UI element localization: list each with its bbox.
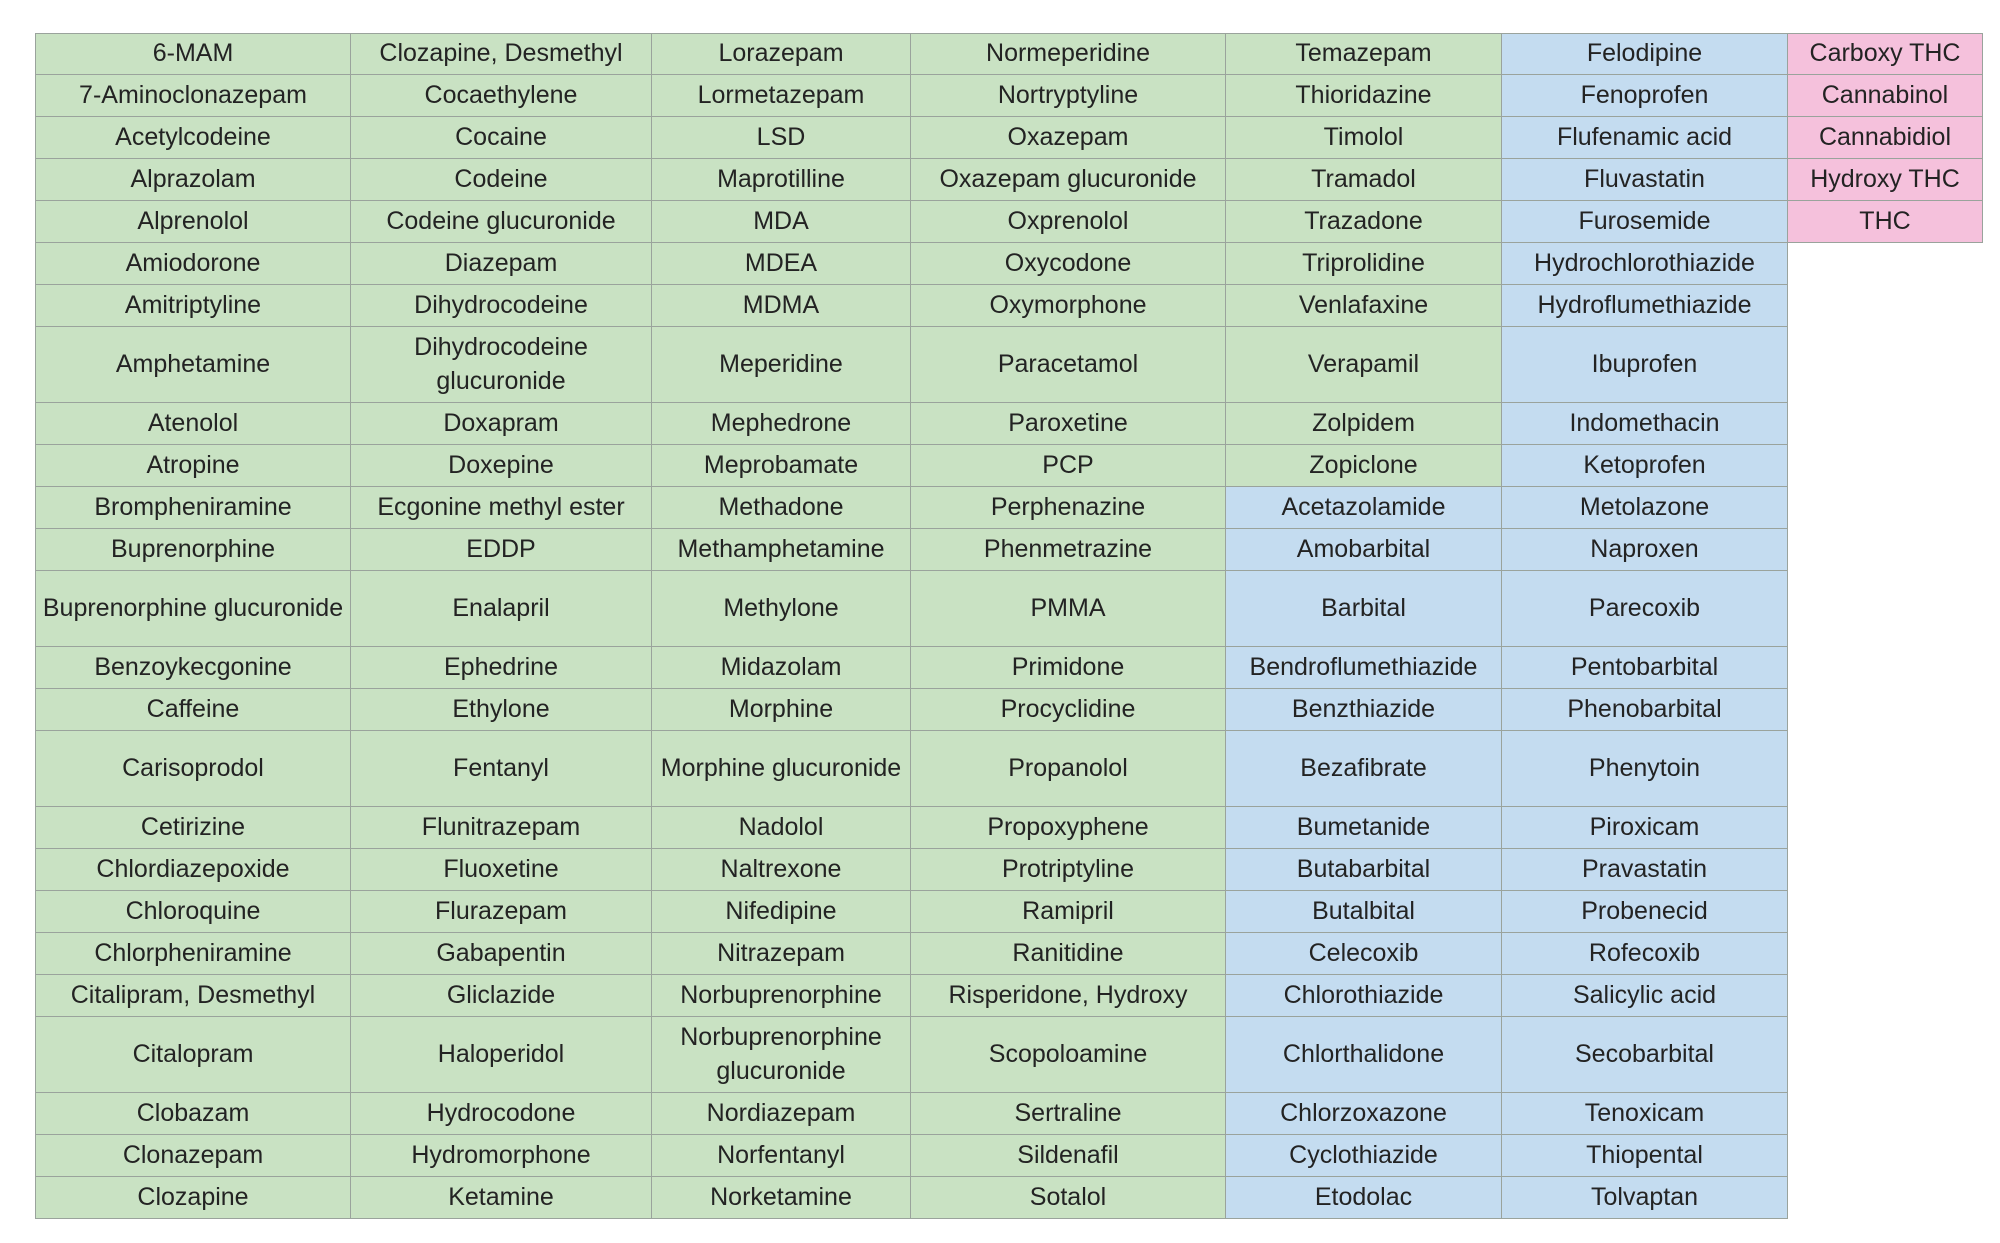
table-cell: Pravastatin <box>1501 848 1788 891</box>
table-cell: PCP <box>910 444 1226 487</box>
table-cell: Triprolidine <box>1225 242 1502 285</box>
table-cell: Phenobarbital <box>1501 688 1788 731</box>
table-cell: Amiodorone <box>35 242 351 285</box>
table-cell: Tramadol <box>1225 158 1502 201</box>
table-cell: Bezafibrate <box>1225 730 1502 807</box>
table-cell: Thioridazine <box>1225 74 1502 117</box>
table-cell: Carisoprodol <box>35 730 351 807</box>
table-cell: Risperidone, Hydroxy <box>910 974 1226 1017</box>
table-cell: Celecoxib <box>1225 932 1502 975</box>
table-cell: Lorazepam <box>651 33 911 75</box>
table-cell: Cannabidiol <box>1787 116 1983 159</box>
table-cell: Felodipine <box>1501 33 1788 75</box>
table-cell: Buprenorphine <box>35 528 351 571</box>
table-cell: Carboxy THC <box>1787 33 1983 75</box>
table-cell: Amobarbital <box>1225 528 1502 571</box>
table-cell: Doxapram <box>350 402 652 445</box>
table-cell: Hydroxy THC <box>1787 158 1983 201</box>
table-cell: Paroxetine <box>910 402 1226 445</box>
table-cell: Probenecid <box>1501 890 1788 933</box>
table-cell: Oxazepam <box>910 116 1226 159</box>
table-cell: Haloperidol <box>350 1016 652 1093</box>
table-cell: Mephedrone <box>651 402 911 445</box>
table-cell: Scopoloamine <box>910 1016 1226 1093</box>
table-cell: Fentanyl <box>350 730 652 807</box>
table-cell: Cocaethylene <box>350 74 652 117</box>
table-cell: Codeine <box>350 158 652 201</box>
table-cell: Protriptyline <box>910 848 1226 891</box>
table-cell: Norbuprenorphine <box>651 974 911 1017</box>
table-cell: Ramipril <box>910 890 1226 933</box>
table-cell: Morphine <box>651 688 911 731</box>
table-cell: Clonazepam <box>35 1134 351 1177</box>
table-cell: Hydroflumethiazide <box>1501 284 1788 327</box>
table-cell: Ketamine <box>350 1176 652 1219</box>
table-cell: Cyclothiazide <box>1225 1134 1502 1177</box>
table-cell: Primidone <box>910 646 1226 689</box>
table-cell: Benzoykecgonine <box>35 646 351 689</box>
table-cell: Cocaine <box>350 116 652 159</box>
table-cell: Oxymorphone <box>910 284 1226 327</box>
table-cell: Cetirizine <box>35 806 351 849</box>
table-cell: Alprazolam <box>35 158 351 201</box>
table-cell: Oxprenolol <box>910 200 1226 243</box>
table-cell: Hydrocodone <box>350 1092 652 1135</box>
table-cell: Nitrazepam <box>651 932 911 975</box>
table-cell: Methylone <box>651 570 911 647</box>
table-cell: Ketoprofen <box>1501 444 1788 487</box>
table-cell: Chlorothiazide <box>1225 974 1502 1017</box>
table-cell: Chlordiazepoxide <box>35 848 351 891</box>
table-cell: Nifedipine <box>651 890 911 933</box>
table-cell: Rofecoxib <box>1501 932 1788 975</box>
table-cell: Indomethacin <box>1501 402 1788 445</box>
table-cell: Timolol <box>1225 116 1502 159</box>
table-cell: Hydromorphone <box>350 1134 652 1177</box>
table-cell: Amitriptyline <box>35 284 351 327</box>
table-cell: Zopiclone <box>1225 444 1502 487</box>
table-cell: Phenmetrazine <box>910 528 1226 571</box>
table-cell: Dihydrocodeine <box>350 284 652 327</box>
table-cell: Methadone <box>651 486 911 529</box>
table-cell: Benzthiazide <box>1225 688 1502 731</box>
table-cell: Metolazone <box>1501 486 1788 529</box>
table-cell: Ranitidine <box>910 932 1226 975</box>
table-cell: Alprenolol <box>35 200 351 243</box>
table-cell: Nadolol <box>651 806 911 849</box>
table-cell: Sotalol <box>910 1176 1226 1219</box>
table-cell: Zolpidem <box>1225 402 1502 445</box>
table-cell: Clobazam <box>35 1092 351 1135</box>
table-cell: MDMA <box>651 284 911 327</box>
table-cell: MDA <box>651 200 911 243</box>
table-cell: Nortryptyline <box>910 74 1226 117</box>
table-cell: Butabarbital <box>1225 848 1502 891</box>
table-cell: Sertraline <box>910 1092 1226 1135</box>
table-cell: Trazadone <box>1225 200 1502 243</box>
table-cell: Butalbital <box>1225 890 1502 933</box>
table-cell: LSD <box>651 116 911 159</box>
table-cell: Caffeine <box>35 688 351 731</box>
table-cell: Meprobamate <box>651 444 911 487</box>
table-cell: Norketamine <box>651 1176 911 1219</box>
table-cell: Ibuprofen <box>1501 326 1788 403</box>
table-cell: Naltrexone <box>651 848 911 891</box>
table-cell: Gliclazide <box>350 974 652 1017</box>
table-cell: Pentobarbital <box>1501 646 1788 689</box>
table-cell: 6-MAM <box>35 33 351 75</box>
table-cell: Paracetamol <box>910 326 1226 403</box>
table-cell: Thiopental <box>1501 1134 1788 1177</box>
table-cell: Flunitrazepam <box>350 806 652 849</box>
table-cell: PMMA <box>910 570 1226 647</box>
table-cell: Atropine <box>35 444 351 487</box>
table-cell: Hydrochlorothiazide <box>1501 242 1788 285</box>
table-cell: Parecoxib <box>1501 570 1788 647</box>
table-cell: Etodolac <box>1225 1176 1502 1219</box>
table-cell: Salicylic acid <box>1501 974 1788 1017</box>
table-cell: Ecgonine methyl ester <box>350 486 652 529</box>
table-cell: Oxazepam glucuronide <box>910 158 1226 201</box>
table-cell: 7-Aminoclonazepam <box>35 74 351 117</box>
table-cell: Cannabinol <box>1787 74 1983 117</box>
table-cell: Norbuprenorphine glucuronide <box>651 1016 911 1093</box>
table-cell: Flufenamic acid <box>1501 116 1788 159</box>
table-cell: Doxepine <box>350 444 652 487</box>
table-cell: Tenoxicam <box>1501 1092 1788 1135</box>
table-cell: Chloroquine <box>35 890 351 933</box>
table-cell: Meperidine <box>651 326 911 403</box>
table-cell: Phenytoin <box>1501 730 1788 807</box>
table-cell: Methamphetamine <box>651 528 911 571</box>
table-cell: Buprenorphine glucuronide <box>35 570 351 647</box>
table-cell: Furosemide <box>1501 200 1788 243</box>
table-cell: Acetazolamide <box>1225 486 1502 529</box>
table-cell: Morphine glucuronide <box>651 730 911 807</box>
table-cell: Citalipram, Desmethyl <box>35 974 351 1017</box>
table-cell: Piroxicam <box>1501 806 1788 849</box>
table-cell: Enalapril <box>350 570 652 647</box>
table-cell: Flurazepam <box>350 890 652 933</box>
table-cell: Gabapentin <box>350 932 652 975</box>
table-cell: Fluvastatin <box>1501 158 1788 201</box>
table-cell: Clozapine, Desmethyl <box>350 33 652 75</box>
table-cell: Diazepam <box>350 242 652 285</box>
table-cell: Venlafaxine <box>1225 284 1502 327</box>
table-cell: Norfentanyl <box>651 1134 911 1177</box>
table-cell: Amphetamine <box>35 326 351 403</box>
table-cell: Naproxen <box>1501 528 1788 571</box>
table-cell: THC <box>1787 200 1983 243</box>
table-cell: Perphenazine <box>910 486 1226 529</box>
table-cell: Midazolam <box>651 646 911 689</box>
table-cell: Verapamil <box>1225 326 1502 403</box>
table-cell: Tolvaptan <box>1501 1176 1788 1219</box>
table-cell: MDEA <box>651 242 911 285</box>
table-cell: Acetylcodeine <box>35 116 351 159</box>
table-cell: Bumetanide <box>1225 806 1502 849</box>
table-cell: Ethylone <box>350 688 652 731</box>
table-cell: Atenolol <box>35 402 351 445</box>
table-cell: Fluoxetine <box>350 848 652 891</box>
table-cell: Normeperidine <box>910 33 1226 75</box>
table-cell: Nordiazepam <box>651 1092 911 1135</box>
table-cell: Barbital <box>1225 570 1502 647</box>
table-cell: Temazepam <box>1225 33 1502 75</box>
table-cell: Citalopram <box>35 1016 351 1093</box>
table-cell: Lormetazepam <box>651 74 911 117</box>
table-cell: Clozapine <box>35 1176 351 1219</box>
table-cell: Chlorthalidone <box>1225 1016 1502 1093</box>
table-cell: Ephedrine <box>350 646 652 689</box>
table-cell: Dihydrocodeine glucuronide <box>350 326 652 403</box>
table-cell: Bendroflumethiazide <box>1225 646 1502 689</box>
table-cell: Fenoprofen <box>1501 74 1788 117</box>
table-cell: Procyclidine <box>910 688 1226 731</box>
table-cell: Propanolol <box>910 730 1226 807</box>
table-cell: Maprotilline <box>651 158 911 201</box>
table-cell: Chlorzoxazone <box>1225 1092 1502 1135</box>
table-cell: Propoxyphene <box>910 806 1226 849</box>
table-cell: Sildenafil <box>910 1134 1226 1177</box>
table-cell: Codeine glucuronide <box>350 200 652 243</box>
table-cell: Secobarbital <box>1501 1016 1788 1093</box>
table-cell: Chlorpheniramine <box>35 932 351 975</box>
table-cell: Oxycodone <box>910 242 1226 285</box>
table-cell: Brompheniramine <box>35 486 351 529</box>
table-cell: EDDP <box>350 528 652 571</box>
